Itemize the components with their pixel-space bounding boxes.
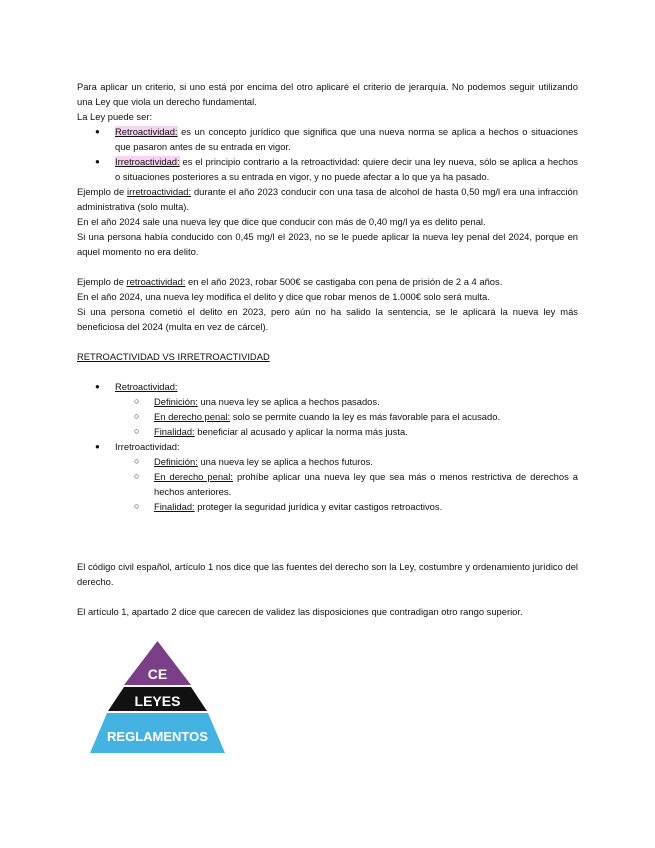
sub-term: Finalidad: <box>154 501 195 512</box>
hierarchy-pyramid <box>90 641 225 753</box>
list-item <box>77 394 578 409</box>
sub-text: beneficiar al acusado y aplicar la norma más justa. <box>194 426 408 437</box>
pyramid-label-reglamentos: REGLAMENTOS <box>107 729 208 744</box>
pyramid-label-ce: CE <box>147 666 168 682</box>
sub-term: En derecho penal: <box>154 411 231 422</box>
sub-list <box>77 454 578 514</box>
sub-term: Finalidad: <box>154 426 195 437</box>
pyramid-label-leyes: LEYES <box>134 693 181 709</box>
example-retroactividad-line3: Si una persona cometió el delito en 2023, pero aún no ha salido la sentencia, se le aplicará la nueva ley más beneficiosa del 2024 (multa en vez de cárcel). <box>77 306 578 332</box>
list-item <box>77 124 578 154</box>
article-paragraph: El artículo 1, apartado 2 dice que carecen de validez las disposiciones que contradigan otro rango superior. <box>77 606 523 617</box>
example-prefix: Ejemplo de <box>77 186 128 197</box>
sub-term: Definición: <box>154 456 198 467</box>
list-item <box>77 439 578 514</box>
example-retroactividad-line2: En el año 2024, una nueva ley modifica el delito y dice que robar menos de 1.000€ solo será multa. <box>77 291 490 302</box>
term-retroactividad: Retroactividad: <box>115 126 178 137</box>
sub-term: En derecho penal: <box>154 471 233 482</box>
sub-text: una nueva ley se aplica a hechos pasados. <box>197 396 380 407</box>
definition-text: es un concepto jurídico que significa que una nueva norma se aplica a hechos o situaciones que pasaron antes de su entrada en vigor. <box>115 126 578 152</box>
sub-list <box>77 394 578 439</box>
comparison-heading: RETROACTIVIDAD VS IRRETROACTIVIDAD <box>77 351 270 362</box>
comparison-label: Retroactividad: <box>115 381 178 392</box>
civil-code-paragraph: El código civil español, artículo 1 nos dice que las fuentes del derecho son la Ley, costumbre y ordenamiento jurídico del derecho. <box>77 561 578 587</box>
example-term: retroactividad: <box>126 276 186 287</box>
document-body <box>77 79 578 619</box>
example-irretroactividad <box>77 184 578 214</box>
sub-text: proteger la seguridad jurídica y evitar castigos retroactivos. <box>194 501 443 512</box>
sub-text: prohíbe aplicar una nueva ley que sea más o menos restrictiva de derechos a hechos anteriores. <box>154 471 578 497</box>
example-term: irretroactividad: <box>127 186 192 197</box>
list-item <box>77 409 578 424</box>
example-text: en el año 2023, robar 500€ se castigaba con pena de prisión de 2 a 4 años. <box>185 276 503 287</box>
list-item <box>77 454 578 469</box>
comparison-list <box>77 379 578 514</box>
list-item <box>77 499 578 514</box>
intro-paragraph: Para aplicar un criterio, si uno está por encima del otro aplicaré el criterio de jerarquía. No podemos seguir utilizando una Ley que viola un derecho fundamental. <box>77 81 578 107</box>
list-item <box>77 154 578 184</box>
example-retroactividad <box>77 274 578 289</box>
sub-term: Definición: <box>154 396 198 407</box>
law-types-list <box>77 124 578 184</box>
comparison-label: Irretroactividad: <box>115 441 180 452</box>
intro-lead: La Ley puede ser: <box>77 111 153 122</box>
list-item <box>77 379 578 439</box>
term-irretroactividad: Irretroactividad: <box>115 156 180 167</box>
definition-text: es el principio contrario a la retroactividad: quiere decir una ley nueva, sólo se aplica a hechos o situaciones posteriores a su entrada en vigor, y no puede afectar a lo que ya ha pasado. <box>115 156 578 182</box>
example-irretroactividad-line3: Si una persona había conducido con 0,45 mg/l el 2023, no se le puede aplicar la nueva ley penal del 2024, porque en aquel momento no era delito. <box>77 231 578 257</box>
list-item <box>77 424 578 439</box>
list-item <box>77 469 578 499</box>
sub-text: solo se permite cuando la ley es más favorable para el acusado. <box>230 411 501 422</box>
example-irretroactividad-line2: En el año 2024 sale una nueva ley que dice que conducir con más de 0,40 mg/l ya es delito penal. <box>77 216 486 227</box>
example-prefix: Ejemplo de <box>77 276 127 287</box>
example-text: durante el año 2023 conducir con una tasa de alcohol de hasta 0,50 mg/l era una infracción administrativa (solo multa). <box>77 186 578 212</box>
sub-text: una nueva ley se aplica a hechos futuros. <box>197 456 373 467</box>
